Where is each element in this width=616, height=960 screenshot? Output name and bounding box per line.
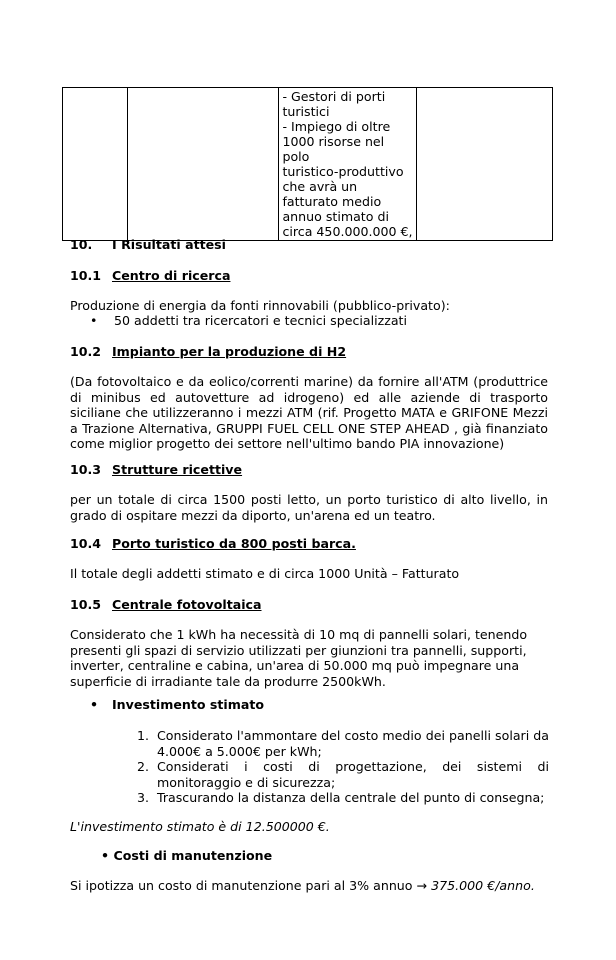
list-item-text: Trascurando la distanza della centrale del punto di consegna; <box>157 790 545 806</box>
paragraph <box>70 627 548 689</box>
paragraph: (Da fotovoltaico e da eolico/correnti marine) da fornire all'ATM (produttrice di minibus ed autovetture ad idrogeno) ed alle aziende di trasporto siciliane che utilizzeranno i mezzi ATM (rif. Progetto MATA e GRIFONE Mezzi a Trazione Alternativa, GRUPPI FUEL CELL ONE STEP AHEAD , già finanziato come miglior progetto dei settore nell'ultimo bando PIA innovazione) <box>70 374 548 452</box>
section-number: 10.1 <box>70 268 102 283</box>
section-heading-10-2 <box>70 344 548 360</box>
paragraph: Produzione di energia da fonti rinnovabili (pubblico-privato): <box>70 298 450 313</box>
section-heading-10 <box>70 237 548 253</box>
table-cell-line: turistici <box>282 104 330 119</box>
section-number: 10.4 <box>70 536 102 551</box>
arrow-right-icon: → <box>416 878 428 893</box>
table-cell <box>127 88 279 241</box>
section-title: Impianto per la produzione di H2 <box>112 344 347 359</box>
section-number: 10.3 <box>70 462 102 477</box>
section-heading-10-5 <box>70 597 548 613</box>
list-item <box>70 313 568 329</box>
list-number: 3. <box>137 790 150 806</box>
table-row <box>63 88 553 241</box>
bullet-icon: • <box>90 697 99 712</box>
list-item <box>137 790 549 806</box>
maintenance-text: Si ipotizza un costo di manutenzione pari al 3% annuo <box>70 878 417 893</box>
continuation-table <box>62 87 553 241</box>
paragraph <box>70 878 548 894</box>
table-cell-line: 1000 risorse nel polo <box>282 134 385 164</box>
list-number: 1. <box>137 728 150 743</box>
subsection-title: Costi di manutenzione <box>113 848 273 863</box>
list-item-text: Considerati i costi di progettazione, dei sistemi di monitoraggio e di sicurezza; <box>157 759 549 790</box>
paragraph-line: inverter, centraline e cabina, un'area di 50.000 mq può impegnare una <box>70 658 520 674</box>
table-cell <box>63 88 128 241</box>
subsection-title: Investimento stimato <box>112 697 265 712</box>
investment-result: L'investimento stimato è di 12.500000 €. <box>70 819 330 834</box>
bullet-icon: • <box>90 313 98 328</box>
section-heading-10-4 <box>70 536 548 552</box>
paragraph: Il totale degli addetti stimato e di circa 1000 Unità – Fatturato <box>70 566 460 581</box>
section-heading-10-1 <box>70 268 548 284</box>
table-cell <box>417 88 553 241</box>
section-title: Porto turistico da 800 posti barca. <box>112 536 356 551</box>
paragraph-line: presenti gli spazi di servizio utilizzati per giunzioni tra pannelli, supporti, <box>70 642 527 658</box>
subsection-heading-manutenzione <box>101 848 579 864</box>
table-cell-line: annuo stimato di <box>282 209 389 224</box>
table-cell-line: turistico-produttivo <box>282 164 404 179</box>
section-number: 10. <box>70 237 93 252</box>
section-title: Centrale fotovoltaica <box>112 597 262 612</box>
table-cell-line: che avrà un <box>282 179 358 194</box>
numbered-list <box>137 728 549 806</box>
table-cell-benefits <box>279 88 417 241</box>
list-item-text: 50 addetti tra ricercatori e tecnici specializzati <box>114 313 407 328</box>
section-heading-10-3 <box>70 462 548 478</box>
list-item-text: Considerato l'ammontare del costo medio dei panelli solari da 4.000€ a 5.000€ per kWh; <box>157 728 549 759</box>
table-cell-line: - Impiego di oltre <box>282 119 391 134</box>
bullet-icon: • <box>101 848 110 863</box>
section-number: 10.5 <box>70 597 102 612</box>
subsection-heading-investimento <box>90 697 568 713</box>
maintenance-value: 375.000 €/anno. <box>431 878 535 893</box>
table-cell-line: - Gestori di porti <box>282 89 386 104</box>
list-number: 2. <box>137 759 150 775</box>
section-title: I Risultati attesi <box>112 237 226 252</box>
paragraph: per un totale di circa 1500 posti letto, un porto turistico di alto livello, in grado di ospitare mezzi da diporto, un'arena ed un teatro. <box>70 492 548 523</box>
section-title: Strutture ricettive <box>112 462 243 477</box>
paragraph-line: Considerato che 1 kWh ha necessità di 10 mq di pannelli solari, tenendo <box>70 627 528 642</box>
table-cell-line: circa 450.000.000 €, <box>282 224 413 239</box>
paragraph-line: superficie di irradiante tale da produrre 2500kWh. <box>70 673 386 689</box>
table-cell-line: fatturato medio <box>282 194 382 209</box>
section-title: Centro di ricerca <box>112 268 231 283</box>
section-number: 10.2 <box>70 344 102 359</box>
list-item <box>137 759 549 790</box>
list-item <box>137 728 549 759</box>
